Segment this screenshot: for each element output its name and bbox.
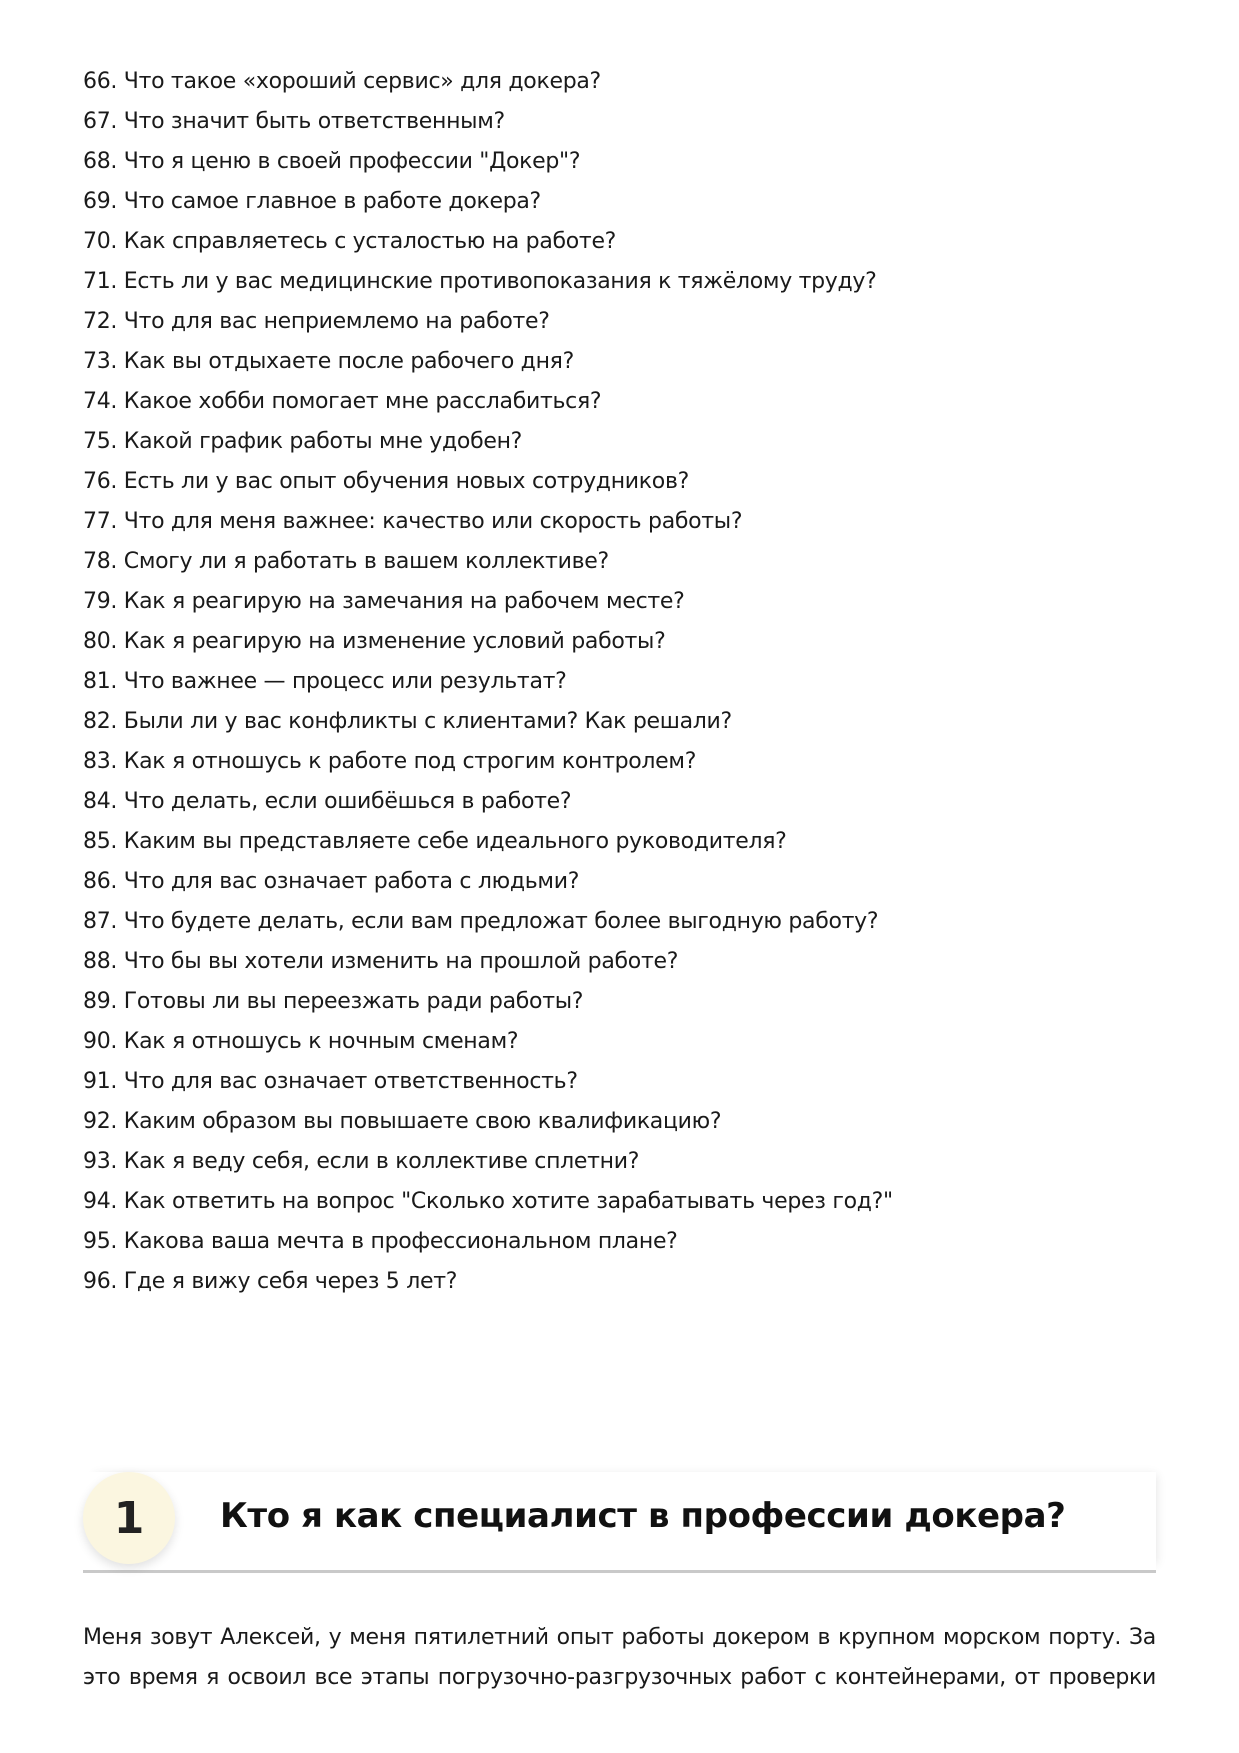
question-item: 69. Что самое главное в работе докера? [83,189,541,214]
question-item: 68. Что я ценю в своей профессии "Докер"? [83,149,581,174]
section-number-badge: 1 [83,1472,175,1564]
question-item: 93. Как я веду себя, если в коллективе сплетни? [83,1149,640,1174]
question-item: 70. Как справляетесь с усталостью на работе? [83,229,617,254]
question-item: 85. Каким вы представляете себе идеального руководителя? [83,829,787,854]
question-item: 94. Как ответить на вопрос "Сколько хотите зарабатывать через год?" [83,1189,893,1214]
question-list [83,62,893,1302]
question-item: 73. Как вы отдыхаете после рабочего дня? [83,349,574,374]
body-line: Меня зовут Алексей, у меня пятилетний опыт работы докером в крупном морском порту. За [83,1625,1156,1650]
question-item: 95. Какова ваша мечта в профессиональном плане? [83,1229,678,1254]
question-item: 77. Что для меня важнее: качество или скорость работы? [83,509,743,534]
question-item: 92. Каким образом вы повышаете свою квалификацию? [83,1109,722,1134]
question-item: 88. Что бы вы хотели изменить на прошлой работе? [83,949,679,974]
question-item: 87. Что будете делать, если вам предложат более выгодную работу? [83,909,879,934]
question-item: 80. Как я реагирую на изменение условий работы? [83,629,666,654]
section-title: Кто я как специалист в профессии докера? [220,1496,1066,1536]
question-item: 78. Смогу ли я работать в вашем коллективе? [83,549,609,574]
question-item: 84. Что делать, если ошибёшься в работе? [83,789,572,814]
section-header [83,1472,1156,1573]
question-item: 67. Что значит быть ответственным? [83,109,505,134]
question-item: 72. Что для вас неприемлемо на работе? [83,309,550,334]
question-item: 75. Какой график работы мне удобен? [83,429,523,454]
question-item: 90. Как я отношусь к ночным сменам? [83,1029,519,1054]
body-line: это время я освоил все этапы погрузочно-разгрузочных работ с контейнерами, от проверки [83,1665,1156,1690]
question-item: 89. Готовы ли вы переезжать ради работы? [83,989,584,1014]
question-item: 81. Что важнее — процесс или результат? [83,669,567,694]
question-item: 74. Какое хобби помогает мне расслабиться? [83,389,602,414]
body-paragraph [83,1618,1156,1698]
question-item: 71. Есть ли у вас медицинские противопоказания к тяжёлому труду? [83,269,877,294]
question-item: 83. Как я отношусь к работе под строгим контролем? [83,749,697,774]
question-item: 66. Что такое «хороший сервис» для докера? [83,69,601,94]
question-item: 96. Где я вижу себя через 5 лет? [83,1269,458,1294]
question-item: 79. Как я реагирую на замечания на рабочем месте? [83,589,685,614]
question-item: 86. Что для вас означает работа с людьми? [83,869,580,894]
question-item: 91. Что для вас означает ответственность? [83,1069,578,1094]
question-item: 76. Есть ли у вас опыт обучения новых сотрудников? [83,469,689,494]
question-item: 82. Были ли у вас конфликты с клиентами? Как решали? [83,709,732,734]
